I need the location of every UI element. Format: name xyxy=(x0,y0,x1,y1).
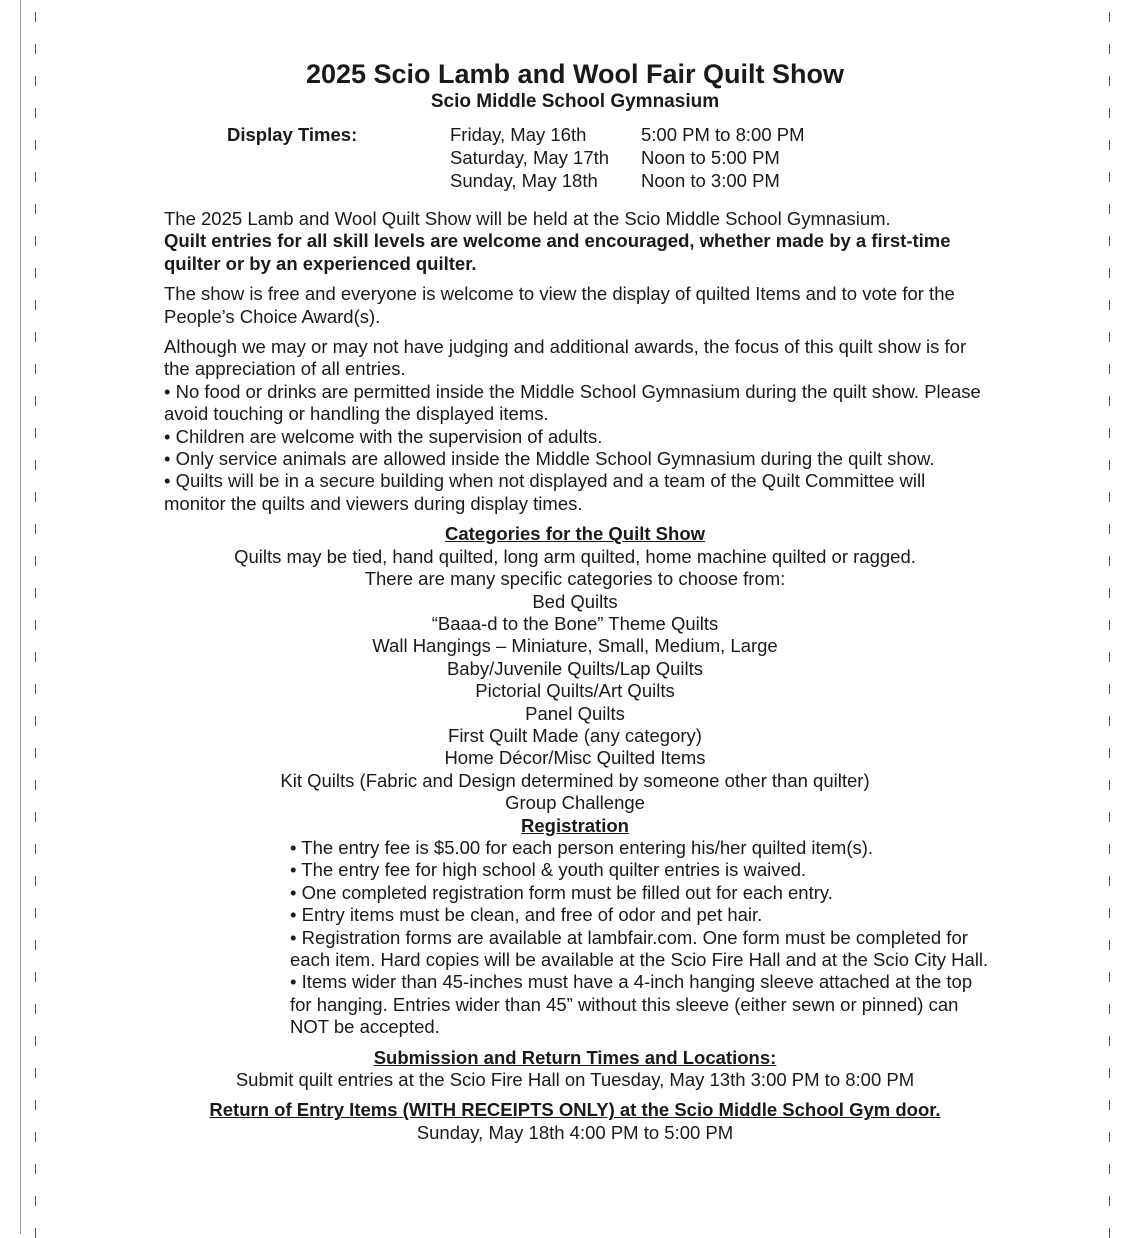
perforation-dash xyxy=(35,492,36,502)
perforation-dash xyxy=(1109,812,1110,822)
display-times-label: Display Times: xyxy=(227,124,358,145)
document-subtitle: Scio Middle School Gymnasium xyxy=(430,91,720,112)
perforation-dash xyxy=(1109,652,1110,662)
registration-item: • The entry fee is $5.00 for each person entering his/her quilted item(s). xyxy=(290,836,874,858)
registration-item: • Entry items must be clean, and free of odor and pet hair. xyxy=(290,904,763,926)
category-item: Panel Quilts xyxy=(525,702,625,724)
perforation-dash xyxy=(35,172,36,182)
return-heading: Return of Entry Items (WITH RECEIPTS ONLY) at the Scio Middle School Gym door. xyxy=(209,1099,941,1121)
perforation-dash xyxy=(1109,556,1110,566)
category-item: Home Décor/Misc Quilted Items xyxy=(444,747,706,769)
perforation-dash xyxy=(35,972,36,982)
category-item: Baby/Juvenile Quilts/Lap Quilts xyxy=(446,657,704,679)
display-time-row xyxy=(450,170,780,192)
display-time: 5:00 PM to 8:00 PM xyxy=(641,124,805,145)
categories-intro: Quilts may be tied, hand quilted, long arm quilted, home machine quilted or ragged. xyxy=(234,545,916,567)
categories-heading: Categories for the Quilt Show xyxy=(444,523,706,545)
perforation-dash xyxy=(35,1036,36,1046)
submission-heading: Submission and Return Times and Locations: xyxy=(373,1046,777,1068)
perforation-dash xyxy=(35,1228,36,1238)
perforation-dash xyxy=(35,876,36,886)
perforation-dash xyxy=(1109,428,1110,438)
perforation-dash xyxy=(1109,972,1110,982)
category-item: Group Challenge xyxy=(505,792,645,814)
perforation-dash xyxy=(1109,780,1110,790)
perforation-dash xyxy=(35,1068,36,1078)
category-item: Wall Hangings – Miniature, Small, Medium, Large xyxy=(372,635,778,657)
perforation-dash xyxy=(35,44,36,54)
perforation-dash xyxy=(35,524,36,534)
submission-line: Submit quilt entries at the Scio Fire Hall on Tuesday, May 13th 3:00 PM to 8:00 PM xyxy=(235,1069,915,1091)
perforation-dash xyxy=(35,204,36,214)
display-time: Noon to 5:00 PM xyxy=(641,147,780,168)
perforation-dash xyxy=(1109,748,1110,758)
perforation-dash xyxy=(35,300,36,310)
perforation-dash xyxy=(35,76,36,86)
intro-line: The 2025 Lamb and Wool Quilt Show will be held at the Scio Middle School Gymnasium. xyxy=(164,208,891,229)
perforation-dash xyxy=(1109,44,1110,54)
perforation-dash xyxy=(1109,108,1110,118)
perforation-dash xyxy=(1109,492,1110,502)
perforation-dash xyxy=(1109,620,1110,630)
perforation-dash xyxy=(1109,236,1110,246)
perforation-dash xyxy=(35,812,36,822)
perforation-dash xyxy=(35,428,36,438)
perforation-dash xyxy=(35,748,36,758)
perforation-dash xyxy=(1109,1100,1110,1110)
perforation-dash xyxy=(35,268,36,278)
rule-item: • No food or drinks are permitted inside the Middle School Gymnasium during the quilt show. Please avoid touching or handling the displayed items. xyxy=(164,380,981,425)
perforation-dash xyxy=(1109,844,1110,854)
perforation-dash xyxy=(1109,76,1110,86)
perforation-dash xyxy=(35,556,36,566)
rule-item: • Children are welcome with the supervision of adults. xyxy=(164,425,603,447)
perforation-dash xyxy=(35,108,36,118)
categories-list xyxy=(164,591,986,815)
perforation-dash xyxy=(1109,332,1110,342)
perforation-dash xyxy=(35,588,36,598)
document-title: 2025 Scio Lamb and Wool Fair Quilt Show xyxy=(305,59,845,89)
display-time-row xyxy=(450,147,780,169)
perforation-dash xyxy=(1109,588,1110,598)
perforation-dash xyxy=(1109,1068,1110,1078)
registration-list xyxy=(290,837,990,1039)
judging-paragraph: Although we may or may not have judging and additional awards, the focus of this quilt show is for the appreciation of all entries. xyxy=(164,336,967,380)
perforation-dash xyxy=(35,396,36,406)
display-day: Saturday, May 17th xyxy=(450,147,610,168)
free-show-paragraph: The show is free and everyone is welcome to view the display of quilted Items and to vote for the People’s Choice Award(s). xyxy=(164,283,955,327)
perforation-dash xyxy=(35,716,36,726)
display-time-row xyxy=(450,124,805,146)
display-day: Friday, May 16th xyxy=(450,124,587,145)
display-time: Noon to 3:00 PM xyxy=(641,170,780,191)
registration-item: • Items wider than 45-inches must have a 4-inch hanging sleeve attached at the top for hanging. Entries wider than 45” without this sleeve (either sewn or pinned) can NOT be accepted. xyxy=(290,971,973,1038)
rule-item: • Quilts will be in a secure building when not displayed and a team of the Quilt Committee will monitor the quilts and viewers during display times. xyxy=(164,470,926,514)
perforation-dash xyxy=(35,940,36,950)
perforation-dash xyxy=(35,12,36,22)
display-day: Sunday, May 18th xyxy=(450,170,598,191)
perforation-dash xyxy=(35,140,36,150)
perforation-dash xyxy=(1109,908,1110,918)
perforation-dash xyxy=(1109,1036,1110,1046)
rules-list xyxy=(164,381,986,515)
perforation-dash xyxy=(1109,396,1110,406)
perforation-dash xyxy=(1109,172,1110,182)
perforation-dash xyxy=(1109,140,1110,150)
perforation-dash xyxy=(1109,268,1110,278)
perforation-dash xyxy=(1109,524,1110,534)
category-item: “Baaa-d to the Bone” Theme Quilts xyxy=(431,612,719,634)
perforation-dash xyxy=(35,1004,36,1014)
perforation-dash xyxy=(35,652,36,662)
perforation-dash xyxy=(1109,364,1110,374)
perforation-dash xyxy=(35,332,36,342)
perforation-dash xyxy=(35,908,36,918)
category-item: Kit Quilts (Fabric and Design determined by someone other than quilter) xyxy=(280,769,870,791)
perforation-dash xyxy=(1109,876,1110,886)
perforation-dash xyxy=(35,236,36,246)
perforation-dash xyxy=(35,684,36,694)
perforation-dash xyxy=(35,844,36,854)
flyer-document xyxy=(164,58,989,1144)
perforation-dash xyxy=(1109,1164,1110,1174)
registration-heading: Registration xyxy=(521,814,629,836)
perforation-dash xyxy=(35,364,36,374)
perforation-dash xyxy=(1109,1132,1110,1142)
perforation-dash xyxy=(1109,1228,1110,1238)
page-edge-line xyxy=(20,0,21,1234)
category-item: Bed Quilts xyxy=(532,590,618,612)
perforation-dash xyxy=(35,1196,36,1206)
registration-item: • One completed registration form must be filled out for each entry. xyxy=(290,881,833,903)
perforation-dash xyxy=(1109,684,1110,694)
perforation-dash xyxy=(1109,716,1110,726)
perforation-dash xyxy=(1109,940,1110,950)
perforation-dash xyxy=(1109,460,1110,470)
perforation-dash xyxy=(1109,204,1110,214)
categories-intro: There are many specific categories to choose from: xyxy=(364,568,786,590)
perforation-dash xyxy=(35,1164,36,1174)
category-item: First Quilt Made (any category) xyxy=(448,724,702,746)
perforation-dash xyxy=(35,620,36,630)
registration-item: • Registration forms are available at lambfair.com. One form must be completed for each item. Hard copies will be available at the Scio Fire Hall and at the Scio City Hall. xyxy=(290,926,989,970)
right-perforation-marks xyxy=(1107,0,1113,1234)
perforation-dash xyxy=(1109,1004,1110,1014)
perforation-dash xyxy=(35,780,36,790)
perforation-dash xyxy=(1109,1196,1110,1206)
perforation-dash xyxy=(35,460,36,470)
left-perforation-marks xyxy=(33,0,39,1234)
perforation-dash xyxy=(1109,12,1110,22)
display-times-block xyxy=(164,124,986,194)
rule-item: • Only service animals are allowed inside the Middle School Gymnasium during the quilt show. xyxy=(164,448,935,470)
intro-bold-statement: Quilt entries for all skill levels are welcome and encouraged, whether made by a first-time quilter or by an experienced quilter. xyxy=(164,230,951,274)
category-item: Pictorial Quilts/Art Quilts xyxy=(475,680,675,702)
perforation-dash xyxy=(1109,300,1110,310)
perforation-dash xyxy=(35,1100,36,1110)
registration-item: • The entry fee for high school & youth quilter entries is waived. xyxy=(290,859,807,881)
perforation-dash xyxy=(35,1132,36,1142)
return-line: Sunday, May 18th 4:00 PM to 5:00 PM xyxy=(416,1121,734,1143)
